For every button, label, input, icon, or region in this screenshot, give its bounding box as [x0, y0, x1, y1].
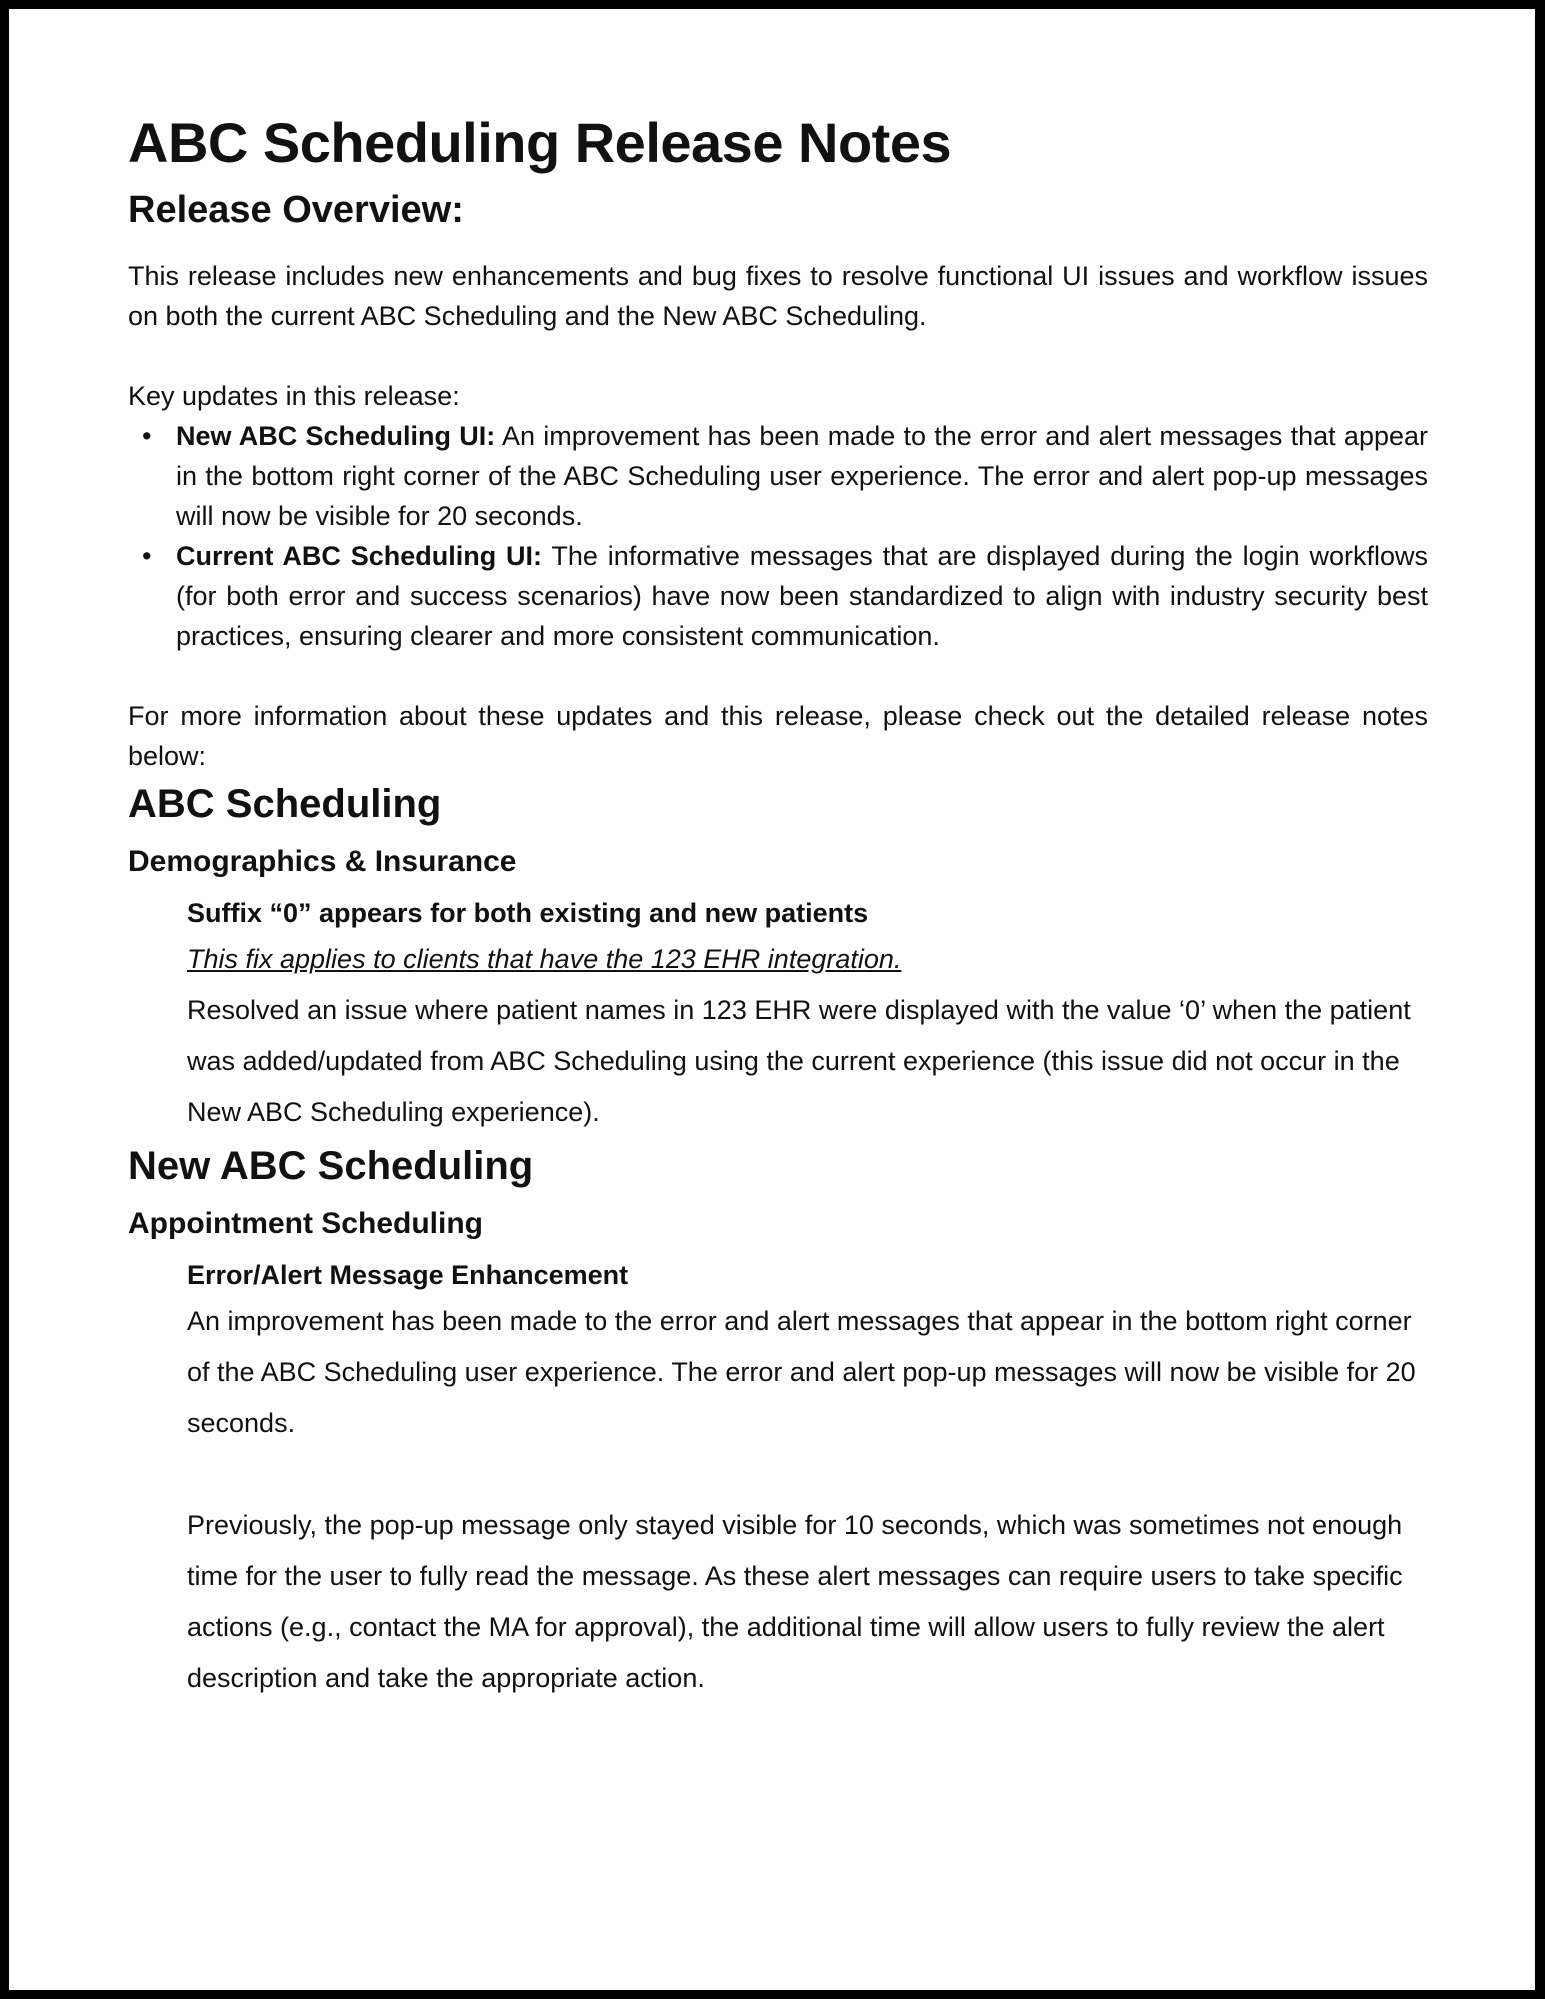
bullet-icon: • — [142, 541, 152, 571]
key-update-label: New ABC Scheduling UI: — [176, 421, 496, 451]
key-update-text: An improvement has been made to the error and alert messages that appear in the bottom right corner of the ABC Scheduling user experience. The error and alert pop-up messages will now be visible for 20 seconds. — [176, 421, 1429, 531]
key-update-label: Current ABC Scheduling UI: — [176, 541, 543, 571]
section-category: Appointment Scheduling — [128, 1207, 483, 1240]
section-heading: New ABC Scheduling — [128, 1144, 534, 1188]
document-title: ABC Scheduling Release Notes — [128, 111, 952, 174]
key-update-item — [142, 416, 1429, 536]
item-note: This fix applies to clients that have the 123 EHR integration. — [187, 944, 902, 974]
paragraph-gap — [187, 1449, 1428, 1500]
key-update-text: The informative messages that are displayed during the login workflows (for both error and success scenarios) have now been standardized to align with industry security best practices, ensuring clearer and more consistent communication. — [176, 541, 1428, 651]
overview-heading: Release Overview: — [128, 189, 464, 231]
section-category: Demographics & Insurance — [128, 845, 517, 878]
release-item — [128, 892, 1428, 1138]
more-info-paragraph: For more information about these updates and this release, please check out the detailed release notes below: — [128, 701, 1428, 771]
item-title: Suffix “0” appears for both existing and new patients — [187, 898, 869, 928]
bullet-icon: • — [142, 421, 152, 451]
key-updates-label: Key updates in this release: — [128, 381, 460, 411]
item-body: Resolved an issue where patient names in 123 EHR were displayed with the value ‘0’ when the patient was added/updated from ABC Scheduling using the current experience (this issue did not occur in the New ABC Scheduling experience). — [187, 995, 1411, 1127]
key-updates-list — [128, 416, 1428, 656]
intro-paragraph: This release includes new enhancements and bug fixes to resolve functional UI issues and workflow issues on both the current ABC Scheduling and the New ABC Scheduling. — [128, 261, 1428, 331]
item-body-continued: Previously, the pop-up message only stayed visible for 10 seconds, which was sometimes not enough time for the user to fully read the message. As these alert messages can require users to take specific actions (e.g., contact the MA for approval), the additional time will allow users to fully review the alert description and take the appropriate action. — [187, 1510, 1403, 1693]
section-heading: ABC Scheduling — [128, 782, 442, 826]
section-new-abc-scheduling — [128, 1138, 1428, 1704]
item-title: Error/Alert Message Enhancement — [187, 1260, 629, 1290]
document-content — [128, 104, 1428, 1704]
item-body: An improvement has been made to the error and alert messages that appear in the bottom right corner of the ABC Scheduling user experience. The error and alert pop-up messages will now be visible for 20 seconds. — [187, 1306, 1416, 1438]
key-update-item — [142, 536, 1428, 656]
section-abc-scheduling — [128, 776, 1428, 1138]
release-item — [128, 1254, 1428, 1704]
